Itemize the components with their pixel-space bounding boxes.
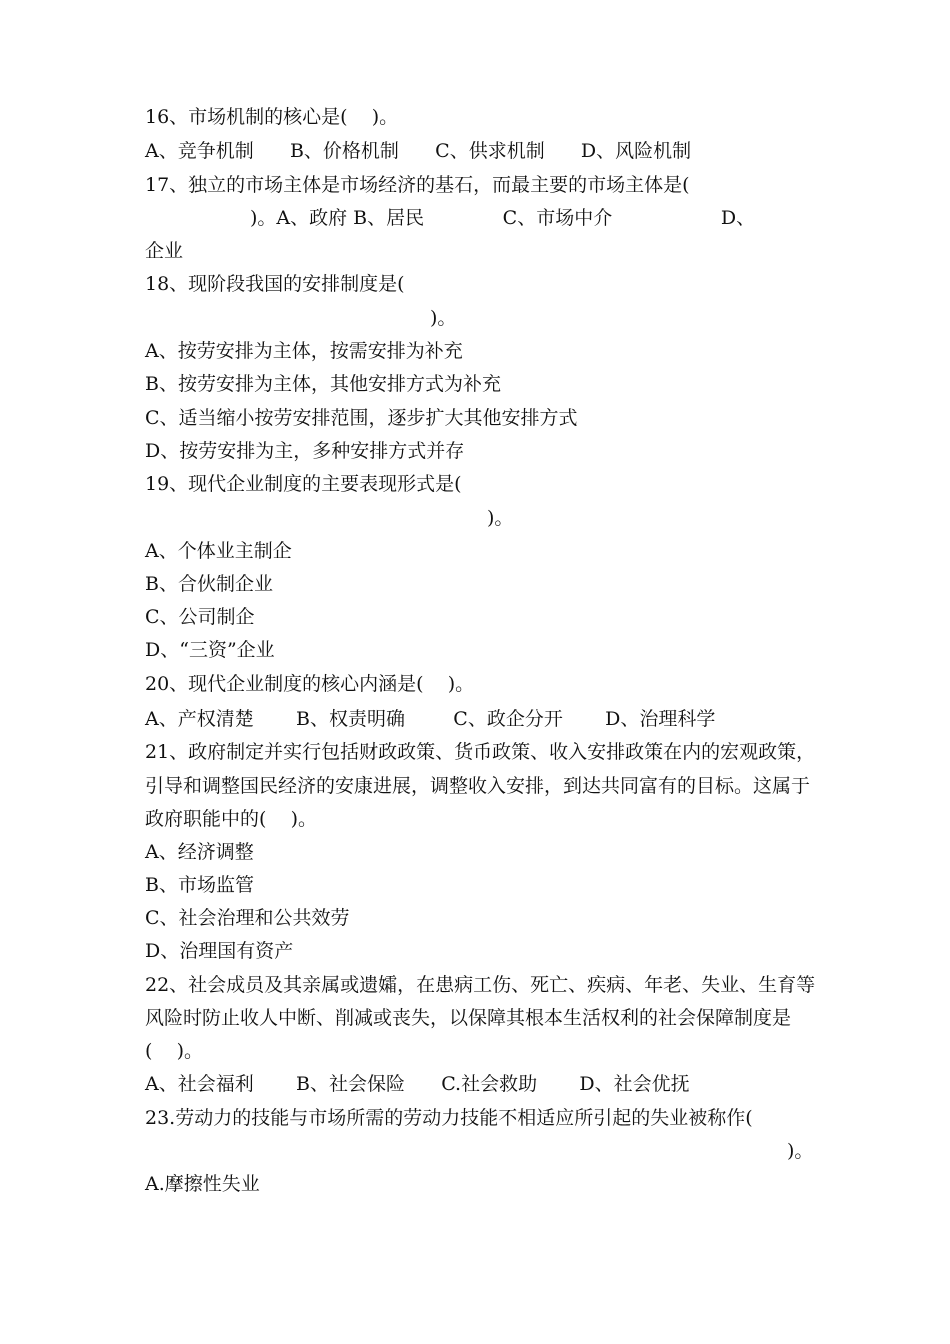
question-21: 21、政府制定并实行包括财政政策、货币政策、收入安排政策在内的宏观政策， [145,741,816,763]
question-19-option-d: D、“三资”企业 [145,639,275,661]
question-19-option-b: B、合伙制企业 [145,573,273,595]
question-23: 23.劳动力的技能与市场所需的劳动力技能不相适应所引起的失业被称作( [145,1107,753,1129]
question-18-blank-close: )。 [430,307,457,329]
question-19-option-a: A、个体业主制企 [145,540,292,562]
question-16: 16、市场机制的核心是( )。 [145,106,399,128]
question-17-line-3: 企业 [145,240,184,262]
question-19-option-c: C、公司制企 [145,606,255,628]
question-22-line-2: 风险时防止收人中断、削减或丧失，以保障其根本生活权利的社会保障制度是 [145,1007,792,1029]
question-22: 22、社会成员及其亲属或遗孀，在患病工伤、死亡、疾病、年老、失业、生育等 [145,974,816,996]
question-16-options: A、竞争机制 B、价格机制 C、供求机制 D、风险机制 [145,140,692,162]
question-18-option-c: C、适当缩小按劳安排范围，逐步扩大其他安排方式 [145,407,578,429]
question-17: 17、独立的市场主体是市场经济的基石，而最主要的市场主体是( [145,174,690,196]
question-18: 18、现阶段我国的安排制度是( [145,273,405,295]
question-21-line-3: 政府职能中的( )。 [145,808,317,830]
question-21-option-b: B、市场监管 [145,874,254,896]
question-21-option-d: D、治理国有资产 [145,940,294,962]
question-21-option-a: A、经济调整 [145,841,254,863]
question-19: 19、现代企业制度的主要表现形式是( [145,473,462,495]
question-18-option-a: A、按劳安排为主体，按需安排为补充 [145,340,463,362]
question-21-option-c: C、社会治理和公共效劳 [145,907,350,929]
question-22-options: A、社会福利 B、社会保险 C.社会救助 D、社会优抚 [145,1073,690,1095]
question-20: 20、现代企业制度的核心内涵是( )。 [145,673,475,695]
question-18-option-d: D、按劳安排为主，多种安排方式并存 [145,440,465,462]
question-19-blank-close: )。 [487,507,514,529]
question-17-line-2: )。A、政府 B、居民 C、市场中介 D、 [250,207,756,229]
question-21-line-2: 引导和调整国民经济的安康进展，调整收入安排，到达共同富有的目标。这属于 [145,775,811,797]
question-23-blank-close: )。 [787,1140,814,1162]
question-23-option-a: A.摩擦性失业 [145,1173,260,1195]
question-20-options: A、产权清楚 B、权责明确 C、政企分开 D、治理科学 [145,708,716,730]
question-22-line-3: ( )。 [145,1040,203,1062]
question-18-option-b: B、按劳安排为主体，其他安排方式为补充 [145,373,501,395]
